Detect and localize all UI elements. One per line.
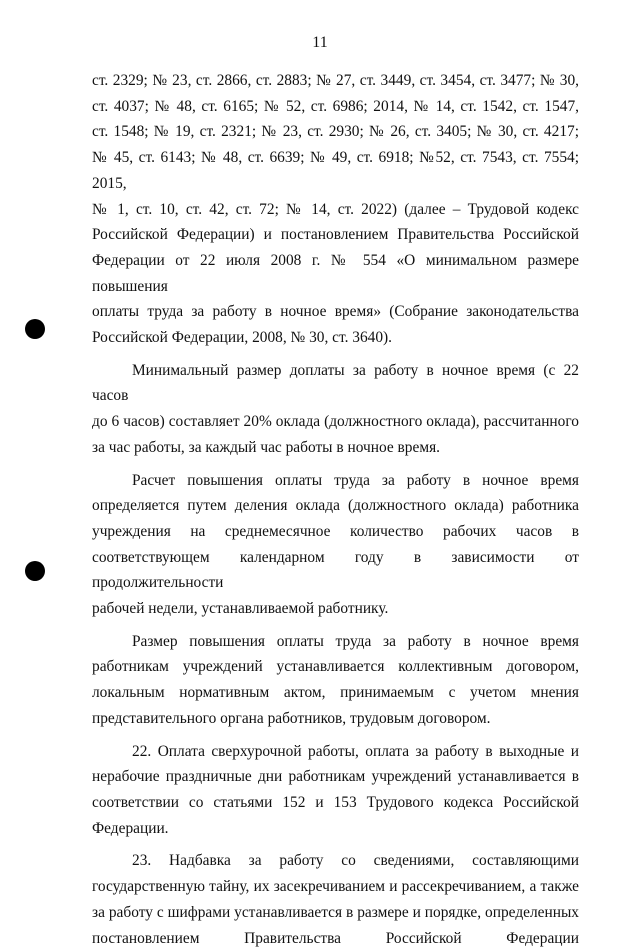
text-line: 23. Надбавка за работу со сведениями, составляющими [92,848,579,874]
text-line: за работу с шифрами устанавливается в размере и порядке, определенных [92,900,579,926]
text-line: Федерации от 22 июля 2008 г. № 554 «О минимальном размере повышения [92,248,579,299]
text-line: рабочей недели, устанавливаемой работнику. [92,596,579,622]
text-line: ст. 1548; № 19, ст. 2321; № 23, ст. 2930; № 26, ст. 3405; № 30, ст. 4217; [92,119,579,145]
text-line: оплаты труда за работу в ночное время» (Собрание законодательства [92,299,579,325]
paragraph [92,848,579,951]
paragraph-gap [92,622,579,629]
text-line: государственную тайну, их засекречиванием и рассекречиванием, а также [92,874,579,900]
text-line: ст. 2329; № 23, ст. 2866, ст. 2883; № 27, ст. 3449, ст. 3454, ст. 3477; № 30, [92,68,579,94]
text-line: представительного органа работников, трудовым договором. [92,706,579,732]
text-line: соответствующем календарном году в зависимости от продолжительности [92,545,579,596]
text-line: № 1, ст. 10, ст. 42, ст. 72; № 14, ст. 2022) (далее – Трудовой кодекс [92,197,579,223]
paragraph-gap [92,732,579,739]
punch-hole [25,561,45,581]
paragraph [92,739,579,842]
text-line: Минимальный размер доплаты за работу в ночное время (с 22 часов [92,358,579,409]
text-line: Российской Федерации, 2008, № 30, ст. 3640). [92,325,579,351]
text-line: нерабочие праздничные дни работникам учреждений устанавливается в [92,764,579,790]
text-line: ст. 4037; № 48, ст. 6165; № 52, ст. 6986; 2014, № 14, ст. 1542, ст. 1547, [92,94,579,120]
text-line: за час работы, за каждый час работы в ночное время. [92,435,579,461]
paragraph [92,68,579,351]
text-line: соответствии со статьями 152 и 153 Трудового кодекса Российской [92,790,579,816]
text-line: Российской Федерации) и постановлением Правительства Российской [92,222,579,248]
text-line: № 45, ст. 6143; № 48, ст. 6639; № 49, ст. 6918; №52, ст. 7543, ст. 7554; 2015, [92,145,579,196]
paragraph [92,468,579,622]
paragraph-gap [92,841,579,848]
page-number: 11 [0,34,640,52]
document-body [92,68,579,951]
text-line: локальным нормативным актом, принимаемым с учетом мнения [92,680,579,706]
text-line: Федерации. [92,816,579,842]
text-line: работникам учреждений устанавливается коллективным договором, [92,654,579,680]
punch-hole [25,319,45,339]
text-line: учреждения на среднемесячное количество рабочих часов в [92,519,579,545]
paragraph [92,629,579,732]
text-line: Размер повышения оплаты труда за работу в ночное время [92,629,579,655]
text-line: Расчет повышения оплаты труда за работу в ночное время [92,468,579,494]
text-line: определяется путем деления оклада (должностного оклада) работника [92,493,579,519]
text-line: 22. Оплата сверхурочной работы, оплата за работу в выходные и [92,739,579,765]
paragraph-gap [92,461,579,468]
paragraph-gap [92,351,579,358]
paragraph [92,358,579,461]
text-line: до 6 часов) составляет 20% оклада (должностного оклада), рассчитанного [92,409,579,435]
paragraph-list [92,68,579,951]
text-line: постановлением Правительства Российской Федерации [92,926,579,951]
